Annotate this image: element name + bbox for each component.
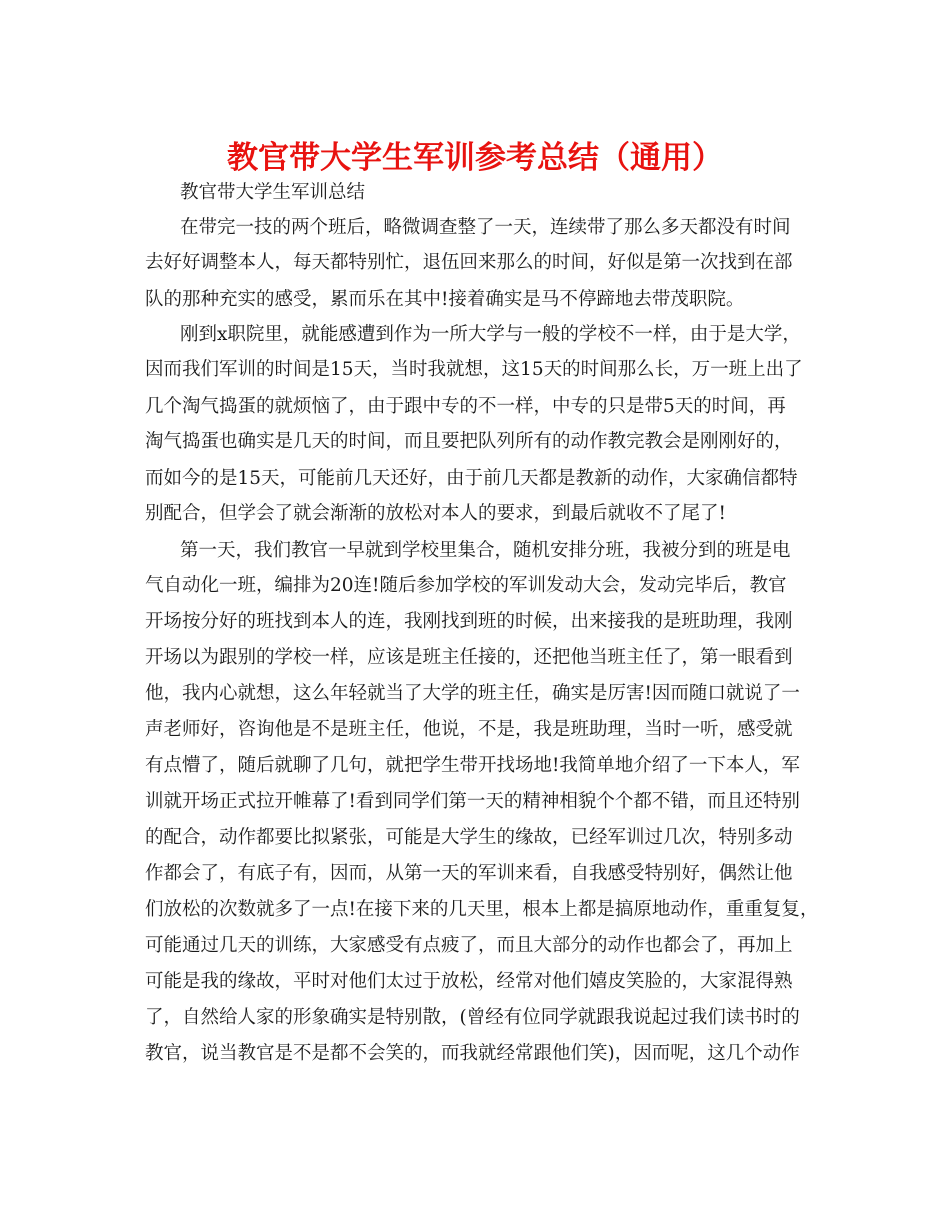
paragraph-line: 开场按分好的班找到本人的连，我刚找到班的时候，出来接我的是班助理，我刚 bbox=[145, 611, 793, 632]
paragraph-line: 在带完一技的两个班后，略微调查整了一天，连续带了那么多天都没有时间 bbox=[180, 217, 791, 238]
paragraph-line: 气自动化一班，编排为20连!随后参加学校的军训发动大会，发动完毕后，教官 bbox=[145, 575, 787, 596]
paragraph-line: 队的那种充实的感受，累而乐在其中!接着确实是马不停蹄地去带茂职院。 bbox=[145, 289, 745, 310]
paragraph-line: 可能通过几天的训练，大家感受有点疲了，而且大部分的动作也都会了，再加上 bbox=[145, 935, 793, 956]
document-title: 教官带大学生军训参考总结（通用） bbox=[227, 140, 723, 176]
paragraph-line: 们放松的次数就多了一点!在接下来的几天里，根本上都是搞原地动作，重重复复， bbox=[145, 899, 819, 920]
paragraph-line: 的配合，动作都要比拟紧张，可能是大学生的缘故，已经军训过几次，特别多动 bbox=[145, 827, 793, 848]
paragraph-line: 训就开场正式拉开帷幕了!看到同学们第一天的精神相貌个个都不错，而且还特别 bbox=[145, 791, 800, 812]
paragraph-line: 别配合，但学会了就会渐渐的放松对本人的要求，到最后就收不了尾了! bbox=[145, 503, 726, 524]
paragraph-line: 几个淘气捣蛋的就烦恼了，由于跟中专的不一样，中专的只是带5天的时间，再 bbox=[145, 396, 786, 417]
paragraph-line: 去好好调整本人，每天都特别忙，退伍回来那么的时间，好似是第一次找到在部 bbox=[145, 252, 793, 273]
paragraph-line: 淘气捣蛋也确实是几天的时间，而且要把队列所有的动作教完教会是刚刚好的， bbox=[145, 431, 793, 452]
paragraph-line: 刚到x职院里，就能感遭到作为一所大学与一般的学校不一样，由于是大学， bbox=[180, 324, 801, 345]
paragraph-line: 他，我内心就想，这么年轻就当了大学的班主任，确实是厉害!因而随口就说了一 bbox=[145, 683, 800, 704]
paragraph-line: 作都会了，有底子有，因而，从第一天的军训来看，自我感受特别好，偶然让他 bbox=[145, 863, 793, 884]
paragraph-line: 可能是我的缘故，平时对他们太过于放松，经常对他们嬉皮笑脸的，大家混得熟 bbox=[145, 971, 793, 992]
paragraph-line: 而如今的是15天，可能前几天还好，由于前几天都是教新的动作，大家确信都特 bbox=[145, 468, 798, 489]
paragraph-line: 有点懵了，随后就聊了几句，就把学生带开找场地!我简单地介绍了一下本人，军 bbox=[145, 755, 800, 776]
paragraph-line: 教官，说当教官是不是都不会笑的，而我就经常跟他们笑)，因而呢，这几个动作 bbox=[145, 1043, 800, 1064]
paragraph-line: 因而我们军训的时间是15天，当时我就想，这15天的时间那么长，万一班上出了 bbox=[145, 359, 803, 380]
subtitle-line: 教官带大学生军训总结 bbox=[180, 182, 366, 203]
paragraph-line: 了，自然给人家的形象确实是特别散，(曾经有位同学就跟我说起过我们读书时的 bbox=[145, 1007, 800, 1028]
paragraph-line: 声老师好，咨询他是不是班主任，他说，不是，我是班助理，当时一听，感受就 bbox=[145, 719, 793, 740]
paragraph-line: 开场以为跟别的学校一样，应该是班主任接的，还把他当班主任了，第一眼看到 bbox=[145, 647, 793, 668]
paragraph-line: 第一天，我们教官一早就到学校里集合，随机安排分班，我被分到的班是电 bbox=[180, 540, 791, 561]
